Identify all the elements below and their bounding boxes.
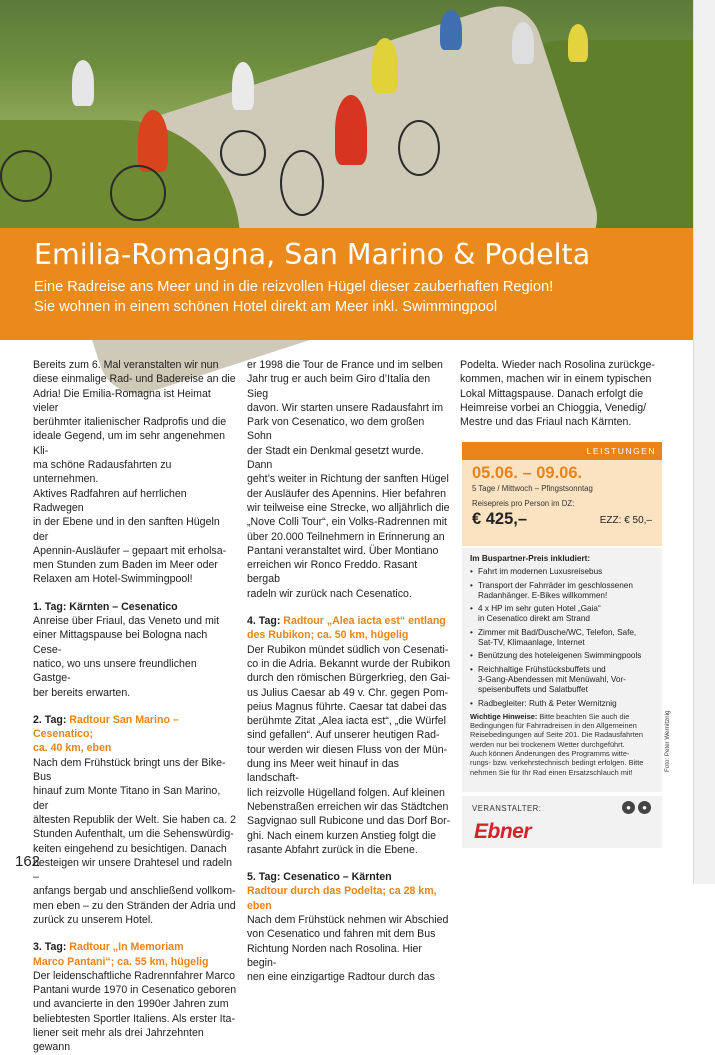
title-banner	[0, 228, 693, 340]
text-line: er 1998 die Tour de France und im selben	[247, 359, 443, 371]
text-line: einer Mittagspause bei Bologna nach Cese-	[33, 629, 208, 656]
text-line: Mestre und das Friaul nach Kärnten.	[460, 416, 632, 429]
text-line: keiten eingehend zu besichtigen. Danach	[33, 842, 227, 855]
ebner-logo: Ebner	[474, 820, 532, 843]
day-2-tour-title: Radtour San Marino – Cesenatico;	[33, 713, 179, 741]
leistungen-label: LEISTUNGEN	[462, 442, 662, 460]
text-line: nen eine einzigartige Radtour durch das	[247, 971, 435, 984]
list-item: • Radbegleiter: Ruth & Peter Wernitznig	[470, 699, 654, 709]
text-line: rasante Abfahrt zurück in die Ebene.	[247, 843, 418, 856]
day-2-heading	[33, 713, 237, 742]
text-line: berühmte Zitat „Alea iacta est“, „die Würfel	[247, 715, 447, 728]
day-5-tour-title: Radtour durch das Podelta; ca 28 km, eben	[247, 885, 437, 912]
subtitle-line-2: Sie wohnen in einem schönen Hotel direkt am Meer inkl. Swimmingpool	[34, 299, 498, 315]
text-line: radeln wir zurück nach Cesenatico.	[247, 587, 412, 600]
text-line: ber bereits erwarten.	[33, 686, 131, 699]
list-item: • Transport der Fahrräder im geschlossenen Radanhänger. E-Bikes willkommen!	[470, 581, 654, 602]
price: € 425,–	[472, 510, 528, 528]
day-3-heading	[33, 940, 237, 954]
text-line: in der Ebene und in den sanften Hügeln der	[33, 516, 220, 543]
text-line: tour werden wir diesen Fluss von der Mün-	[247, 743, 448, 756]
organizer-label: VERANSTALTER:	[472, 804, 542, 813]
text-column-3	[460, 358, 660, 429]
text-line: Der leidenschaftliche Radrennfahrer Marco	[33, 969, 235, 982]
leistungen-box	[462, 442, 662, 546]
page-title: Emilia-Romagna, San Marino & Podelta	[34, 238, 591, 271]
list-item: • Reichhaltige Frühstücksbuffets und 3-Gang-Abendessen mit Menüwahl, Vor- speisenbuffets und Salatbuffet	[470, 665, 654, 696]
text-line: der Ausläufer des Apennins. Hier befahren	[247, 487, 447, 500]
text-line: ideale Gegend, um im sehr angenehmen Kli-	[33, 430, 225, 457]
day-4-prefix: 4. Tag:	[247, 615, 284, 628]
text-line: Adria! Die Emilia-Romagna ist Heimat vieler	[33, 387, 211, 414]
text-line: zurück zu unserem Hotel.	[33, 913, 154, 926]
text-line: Richtung Norden nach Rosolina. Hier begin-	[247, 942, 422, 969]
day-4-heading	[247, 614, 451, 628]
text-line: hinauf zum Monte Titano in San Marino, der	[33, 785, 221, 812]
text-line: peius Magnus führte. Caesar tat dabei das	[247, 700, 447, 713]
text-line: Nach dem Frühstück bringt uns der Bike-Bus	[33, 756, 226, 784]
day-2-tour-distance: ca. 40 km, eben	[33, 742, 112, 755]
text-line: diese einmalige Rad- und Badereise an die	[33, 373, 236, 386]
text-line: Relaxen am Hotel-Swimmingpool!	[33, 573, 193, 586]
list-item: • Benützung des hoteleigenen Swimmingpools	[470, 651, 654, 661]
day-3-prefix: 3. Tag:	[33, 941, 70, 954]
text-line: beliebtesten Sportler Italiens. Als erster Ita-	[33, 1012, 235, 1025]
text-line: ma schöne Radausfahrten zu unternehmen.	[33, 459, 172, 486]
text-line: sind gefallen“. Auf unserer heutigen Rad-	[247, 729, 440, 742]
price-label: Reisepreis pro Person im DZ:	[472, 499, 575, 508]
text-line: kommen, machen wir in einem typischen	[460, 373, 652, 386]
inclusions-box	[462, 548, 662, 792]
text-line: davon. Wir starten unsere Radausfahrt im	[247, 401, 444, 414]
inclusions-list	[470, 567, 654, 709]
text-line: natico, wo uns unsere freundlichen Gastge-	[33, 657, 197, 685]
page-edge	[693, 0, 715, 884]
text-line: und avancierte in den 1990er Jahren zum	[33, 998, 229, 1011]
text-line: Bereits zum 6. Mal veranstalten wir nun	[33, 359, 219, 371]
travel-duration: 5 Tage / Mittwoch – Pfingstsonntag	[472, 484, 593, 493]
day-4-tour-distance: des Rubikon; ca. 50 km, hügelig	[247, 629, 409, 642]
day-3-tour-distance: Marco Pantani“; ca. 55 km, hügelig	[33, 955, 209, 968]
text-line: besteigen wir unsere Drahtesel und radeln –	[33, 856, 233, 884]
photo-credit: Foto: Peter Wernitznig	[664, 710, 671, 772]
text-line: geht’s weiter in Richtung der sanften Hügel	[247, 473, 449, 486]
text-line: ältesten Republik der Welt. Sie haben ca. 2	[33, 813, 236, 826]
text-line: berühmter italienischer Radprofis und die	[33, 416, 227, 429]
text-line: us Julius Caesar ab 49 v. Chr. gegen Pom-	[247, 686, 449, 699]
text-line: „Nove Colli Tour“, ein Volks-Radrennen mit	[247, 516, 447, 529]
text-line: erreichen wir Ronco Freddo. Rasant bergab	[247, 559, 418, 586]
text-line: Nach dem Frühstück nehmen wir Abschied	[247, 913, 449, 926]
organizer-box	[462, 796, 662, 848]
day-3-tour-title: Radtour „In Memoriam	[69, 941, 184, 954]
text-line: Stunden Aufenthalt, um die Sehenswürdig-	[33, 828, 234, 841]
text-line: Park von Cesenatico, wo dem großen Sohn	[247, 416, 425, 443]
text-line: wir teilweise eine Strecke, wo alljährlich die	[247, 501, 450, 514]
text-line: von Cesenatico und fahren mit dem Bus	[247, 928, 436, 941]
text-line: Sagvignao sull Rubicone und das Dorf Bor-	[247, 815, 451, 828]
list-item: • 4 x HP im sehr guten Hotel „Gaia“ in Cesenatico direkt am Strand	[470, 604, 654, 625]
text-column-1	[33, 358, 237, 1055]
text-line: Podelta. Wieder nach Rosolina zurückge-	[460, 359, 655, 371]
header-photo	[0, 0, 693, 228]
text-line: dung ins Meer weit hinauf in das landschaft-	[247, 758, 399, 785]
text-line: durch den römischen Bürgerkrieg, den Gai-	[247, 672, 451, 685]
important-notes: Wichtige Hinweise: Bitte beachten Sie auch die Bedingungen für Fahrradreisen in den Allgemeinen Reisebedingungen auf Seite 201. Die Radausfahrten werden nur bei trockenem Wetter durchgeführt. Auch können Änderungen des Programms witte- rungs- bzw. verkehrstechnisch bedingt erfolgen. Bitte nehmen Sie für Ihr Rad einen Ersatzschlauch mit!	[470, 711, 644, 777]
list-item: • Zimmer mit Bad/Dusche/WC, Telefon, Safe, Sat-TV, Klimaanlage, Internet	[470, 628, 654, 649]
text-line: co in die Adria. Bekannt wurde der Rubikon	[247, 657, 451, 670]
text-line: liener seit mehr als drei Jahrzehnten gewann	[33, 1027, 204, 1054]
text-line: der Stadt ein Denkmal gesetzt wurde. Dann	[247, 444, 424, 472]
text-line: Heimreise vorbei an Chioggia, Venedig/	[460, 401, 647, 414]
bike-icon: ●	[622, 801, 635, 814]
subtitle-line-1: Eine Radreise ans Meer und in die reizvollen Hügel dieser zauberhaften Region!	[34, 279, 554, 295]
page-number: 162	[15, 853, 41, 870]
text-line: ghi. Nach einem kurzen Anstieg folgt die	[247, 829, 437, 842]
text-line: anfangs bergab und anschließend vollkom-	[33, 885, 236, 898]
notes-heading: Wichtige Hinweise:	[470, 711, 538, 721]
text-line: Der Rubikon mündet südlich von Cesenati-	[247, 643, 449, 656]
travel-dates: 05.06. – 09.06.	[472, 464, 583, 482]
text-line: Pantani veranstaltet wird. Über Montiano	[247, 544, 439, 557]
text-line: Pantani wurde 1970 in Cesenatico geboren	[33, 984, 237, 997]
text-line: Apennin-Ausläufer – gepaart mit erholsa-	[33, 544, 227, 557]
text-line: Nebenstraßen erreichen wir das Städtchen	[247, 800, 449, 813]
list-item: • Fahrt im modernen Luxusreisebus	[470, 567, 654, 577]
text-line: Anreise über Friaul, das Veneto und mit	[33, 615, 220, 628]
day-4-tour-title: Radtour „Alea iacta est“ entlang	[283, 615, 446, 628]
text-line: Lokal Mittagspause. Danach erfolgt die	[460, 387, 644, 400]
text-line: men eben – zu den Stränden der Adria und	[33, 899, 236, 912]
single-supplement: EZZ: € 50,–	[599, 515, 652, 526]
day-2-prefix: 2. Tag:	[33, 713, 70, 726]
bus-icon: ●	[638, 801, 651, 814]
day-5-heading: 5. Tag: Cesenatico – Kärnten	[247, 871, 392, 884]
inclusions-heading: Im Buspartner-Preis inkludiert:	[470, 554, 591, 563]
text-line: men Stunden zum Baden im Meer oder	[33, 559, 218, 572]
text-line: über 20.000 Teilnehmern in Erinnerung an	[247, 530, 445, 543]
text-line: Jahr trug er auch beim Giro d’Italia den Sieg	[247, 373, 431, 400]
text-line: lich reizvolle Hügelland folgen. Auf kleinen	[247, 786, 445, 799]
text-line: Aktives Radfahren auf herrlichen Radwegen	[33, 487, 187, 514]
day-1-heading: 1. Tag: Kärnten – Cesenatico	[33, 600, 178, 613]
text-column-2	[247, 358, 451, 984]
